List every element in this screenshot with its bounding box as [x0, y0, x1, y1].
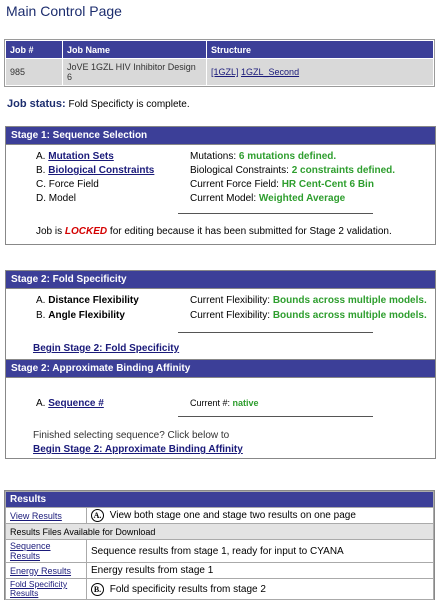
job-name-cell: JoVE 1GZL HIV Inhibitor Design 6 — [63, 59, 207, 86]
stage1-title: Stage 1: Sequence Selection — [6, 127, 435, 145]
model-label: Model — [48, 193, 77, 204]
job-name-header: Job Name — [63, 41, 207, 59]
begin-stage2-fold-link[interactable]: Begin Stage 2: Fold Specificity — [33, 343, 180, 354]
begin-stage2-affinity-link[interactable]: Begin Stage 2: Approximate Binding Affinity — [33, 444, 243, 455]
stage1-item-b-desc: Biological Constraints: 2 constraints defined. — [190, 165, 396, 176]
job-status-text: Fold Specificty is complete. — [68, 99, 190, 110]
divider — [178, 332, 373, 333]
view-results-link[interactable]: View Results — [10, 510, 62, 521]
stage2b-item-a-desc: Current #: native — [190, 398, 259, 408]
begin-stage2-fold-row — [33, 343, 179, 354]
page-title: Main Control Page — [6, 3, 122, 19]
begin-stage2-affinity-row — [33, 444, 243, 455]
stage2-item-a: A. Distance Flexibility — [36, 295, 139, 306]
structure-cell — [207, 59, 434, 86]
mutation-sets-link[interactable]: Mutation Sets — [48, 151, 114, 162]
stage1-item-a-desc: Mutations: 6 mutations defined. — [190, 151, 337, 162]
stage1-item-b: B. Biological Constraints — [36, 165, 155, 176]
lock-message: Job is LOCKED for editing because it has been submitted for Stage 2 validation. — [36, 226, 392, 237]
stage2-item-a-desc: Current Flexibility: Bounds across multiple models. — [190, 295, 427, 306]
finished-text: Finished selecting sequence? Click below to — [33, 430, 230, 441]
structure-link-second[interactable]: 1GZL_Second — [241, 67, 300, 77]
energy-results-link[interactable]: Energy Results — [10, 565, 72, 576]
table-row — [6, 579, 434, 600]
badge-a-icon: A. — [91, 509, 104, 522]
stage1-panel — [5, 126, 436, 245]
stage2-title: Stage 2: Fold Specificity — [6, 271, 435, 289]
stage1-item-d: D. Model — [36, 193, 77, 204]
energy-results-desc: Energy results from stage 1 — [87, 563, 434, 579]
angle-flexibility-label[interactable]: Angle Flexibility — [48, 310, 125, 321]
results-title: Results — [6, 492, 434, 508]
sequence-number-link[interactable]: Sequence # — [48, 398, 104, 409]
table-row — [6, 508, 434, 524]
stage2-panel — [5, 270, 436, 459]
table-row — [6, 563, 434, 579]
job-status-label: Job status: — [7, 98, 66, 110]
fold-specificity-results-link[interactable]: Fold Specificity Results — [10, 579, 68, 598]
stage1-item-c-desc: Current Force Field: HR Cent-Cent 6 Bin — [190, 179, 374, 190]
badge-b-icon: B. — [91, 583, 104, 596]
job-num-cell: 985 — [6, 59, 63, 86]
results-files-header: Results Files Available for Download — [6, 524, 434, 540]
job-table — [5, 40, 434, 86]
job-num-header: Job # — [6, 41, 63, 59]
force-field-label: Force Field — [48, 179, 99, 190]
biological-constraints-link[interactable]: Biological Constraints — [48, 165, 155, 176]
stage2-item-b-desc: Current Flexibility: Bounds across multiple models. — [190, 310, 427, 321]
job-status — [7, 98, 190, 110]
view-results-desc: View both stage one and stage two results on one page — [109, 510, 356, 521]
stage1-item-c: C. Force Field — [36, 179, 99, 190]
distance-flexibility-label[interactable]: Distance Flexibility — [48, 295, 139, 306]
stage1-item-d-desc: Current Model: Weighted Average — [190, 193, 346, 204]
divider — [178, 416, 373, 417]
structure-header: Structure — [207, 41, 434, 59]
divider — [178, 213, 373, 214]
sequence-results-desc: Sequence results from stage 1, ready for input to CYANA — [87, 540, 434, 563]
stage2-item-b: B. Angle Flexibility — [36, 310, 125, 321]
stage2b-item-a: A. Sequence # — [36, 398, 104, 409]
table-row — [6, 59, 434, 86]
results-table — [5, 491, 434, 600]
table-row — [6, 540, 434, 563]
structure-link-primary[interactable]: [1GZL] — [211, 67, 239, 77]
sequence-results-link[interactable]: Sequence Results — [10, 541, 51, 561]
stage2b-title: Stage 2: Approximate Binding Affinity — [6, 359, 435, 378]
locked-label: LOCKED — [64, 226, 108, 237]
fold-results-desc: Fold specificity results from stage 2 — [109, 583, 266, 595]
stage1-item-a: A. Mutation Sets — [36, 151, 114, 162]
